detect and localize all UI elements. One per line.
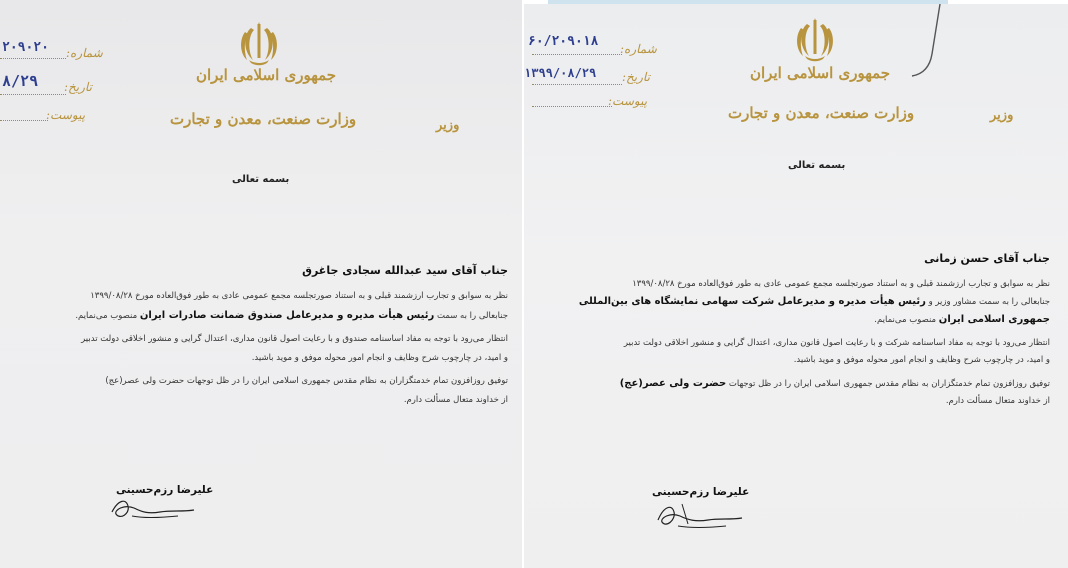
addressee: جناب آقای سید عبدالله سجادی جاغرق bbox=[302, 264, 508, 277]
pen-clip bbox=[904, 4, 944, 80]
letter-left bbox=[0, 0, 522, 568]
letter-number: ۲۰۹۰۲۰ bbox=[2, 40, 49, 55]
number-dots bbox=[532, 54, 622, 55]
body-line: و امید، در چارچوب شرح وظایف و انجام امور محوله موفق و موید باشید. bbox=[251, 353, 508, 363]
signer-name: علیرضا رزم‌حسینی bbox=[652, 486, 750, 498]
body-line: انتظار می‌رود با توجه به مفاد اساسنامه صندوق و با رعایت اصول قانون مداری، اعتدال گرایی و منشور اخلاقی دولت تدبیر bbox=[81, 334, 508, 344]
attachment-dots bbox=[0, 120, 48, 121]
body-line: نظر به سوابق و تجارب ارزشمند قبلی و به استناد صورتجلسه مجمع عمومی عادی به طور فوق‌العاده مورخ ۱۳۹۹/۰۸/۲۸ bbox=[90, 291, 508, 301]
date-dots bbox=[0, 94, 66, 95]
body-line: جنابعالی را به سمت رئیس هیأت مدیره و مدیرعامل صندوق ضمانت صادرات ایران منصوب می‌نمایم. bbox=[75, 310, 508, 321]
signature-icon bbox=[108, 494, 200, 524]
date-dots bbox=[532, 84, 622, 85]
minister-seal-word: وزیر bbox=[990, 108, 1014, 123]
body-line: توفیق روزافزون تمام خدمتگزاران به نظام مقدس جمهوری اسلامی ایران را در ظل توجهات حضرت ولی عصر(عج) bbox=[105, 376, 508, 386]
letter-date: ۸/۲۹ bbox=[2, 72, 39, 90]
invocation: بسمه تعالی bbox=[788, 160, 846, 171]
number-label: شماره: bbox=[66, 46, 103, 60]
attachment-dots bbox=[532, 106, 612, 107]
body-line: جنابعالی را به سمت مشاور وزیر و رئیس هیأت مدیره و مدیرعامل شرکت سهامی نمایشگاه های بین‌المللی bbox=[578, 296, 1050, 307]
ministry-title: وزارت صنعت، معدن و تجارت bbox=[170, 110, 357, 128]
date-label: تاریخ: bbox=[64, 80, 92, 94]
body-line: از خداوند متعال مسألت دارم. bbox=[945, 396, 1050, 406]
body-line: نظر به سوابق و تجارب ارزشمند قبلی و به استناد صورتجلسه مجمع عمومی عادی به طور فوق‌العاده مورخ ۱۳۹۹/۰۸/۲۸ bbox=[632, 279, 1050, 289]
body-line: توفیق روزافزون تمام خدمتگزاران به نظام مقدس جمهوری اسلامی ایران را در ظل توجهات حضرت ولی عصر(عج) bbox=[619, 378, 1050, 389]
signature-icon bbox=[652, 498, 748, 534]
letter-body bbox=[8, 290, 508, 407]
republic-title: جمهوری اسلامی ایران bbox=[196, 66, 337, 84]
emblem-icon bbox=[793, 14, 837, 62]
addressee: جناب آقای حسن زمانی bbox=[924, 252, 1050, 265]
body-line: جمهوری اسلامی ایران منصوب می‌نمایم. bbox=[874, 314, 1050, 325]
ministry-title: وزارت صنعت، معدن و تجارت bbox=[728, 104, 915, 122]
letter-date: ۱۳۹۹/۰۸/۲۹ bbox=[524, 66, 597, 80]
invocation: بسمه تعالی bbox=[232, 174, 290, 185]
letter-body bbox=[540, 278, 1050, 408]
minister-seal-word: وزیر bbox=[436, 118, 460, 133]
number-dots bbox=[0, 58, 66, 59]
republic-title: جمهوری اسلامی ایران bbox=[750, 64, 891, 82]
body-line: انتظار می‌رود با توجه به مفاد اساسنامه شرکت و با رعایت اصول قانون مداری، اعتدال گرایی و منشور اخلاقی دولت تدبیر bbox=[623, 338, 1050, 348]
signer-name: علیرضا رزم‌حسینی bbox=[116, 484, 214, 496]
letter-number: ۶۰/۲۰۹۰۱۸ bbox=[528, 34, 599, 49]
letter-right bbox=[524, 4, 1068, 568]
number-label: شماره: bbox=[620, 42, 657, 56]
body-line: و امید، در چارچوب شرح وظایف و انجام امور محوله موفق و موید باشید. bbox=[793, 355, 1050, 365]
attachment-label: پیوست: bbox=[46, 108, 86, 122]
attachment-label: پیوست: bbox=[608, 94, 648, 108]
emblem-icon bbox=[237, 18, 281, 66]
body-line: از خداوند متعال مسألت دارم. bbox=[403, 395, 508, 405]
date-label: تاریخ: bbox=[622, 70, 650, 84]
